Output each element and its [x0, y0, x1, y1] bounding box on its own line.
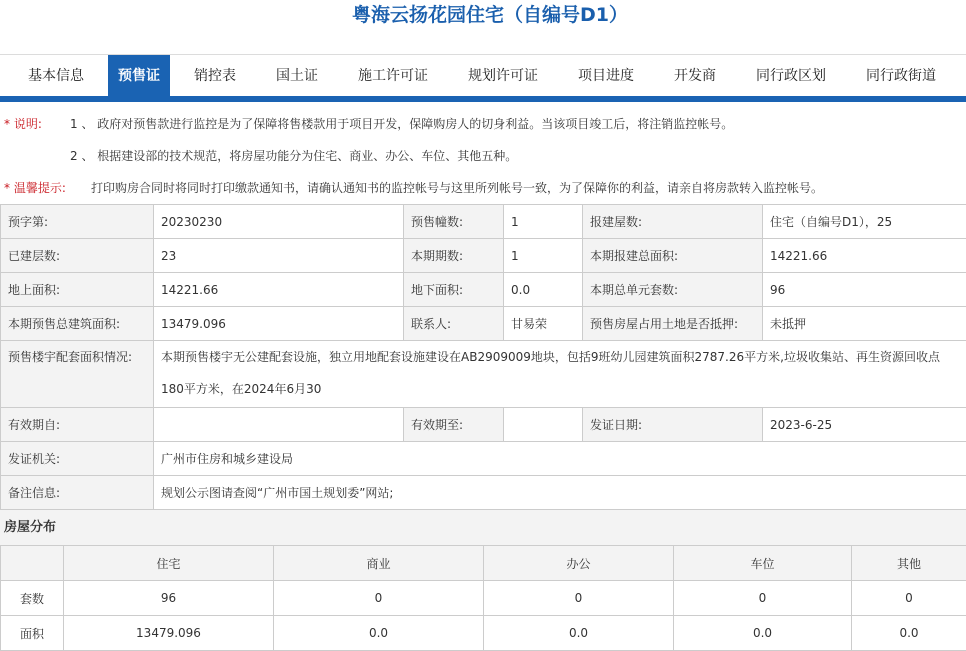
table-cell: 96 [64, 581, 274, 616]
facility-label: 预售楼宇配套面积情况: [1, 341, 154, 408]
required-star-icon: * [4, 181, 14, 195]
mortgage-label: 预售房屋占用土地是否抵押: [583, 307, 763, 341]
authority-value: 广州市住房和城乡建设局 [154, 442, 966, 476]
buildings-value: 1 [504, 205, 583, 239]
tab-construction-permit[interactable]: 施工许可证 [342, 55, 444, 97]
reported-floors-label: 报建屋数: [583, 205, 763, 239]
valid-to-value [504, 408, 583, 442]
column-header-other: 其他 [852, 546, 966, 581]
valid-to-label: 有效期至: [404, 408, 504, 442]
table-cell: 0 [484, 581, 674, 616]
presale-area-label: 本期预售总建筑面积: [1, 307, 154, 341]
table-row [1, 205, 966, 239]
tab-developer[interactable]: 开发商 [658, 55, 732, 97]
note-warm-tip: * 温馨提示: 打印购房合同时将同时打印缴款通知书，请确认通知书的监控帐号与这里所列帐号一致，为了保障你的利益，请亲自将房款转入监控帐号。 [4, 172, 823, 204]
table-cell: 13479.096 [64, 616, 274, 651]
phase-label: 本期期数: [404, 239, 504, 273]
phase-value: 1 [504, 239, 583, 273]
above-area-label: 地上面积: [1, 273, 154, 307]
tab-same-district[interactable]: 同行政区划 [740, 55, 842, 97]
table-row [1, 616, 966, 651]
units-label: 本期总单元套数: [583, 273, 763, 307]
tab-land-certificate[interactable]: 国土证 [260, 55, 334, 97]
remark-label: 备注信息: [1, 476, 154, 510]
valid-from-value [154, 408, 404, 442]
tab-project-progress[interactable]: 项目进度 [562, 55, 650, 97]
mortgage-value: 未抵押 [763, 307, 966, 341]
table-cell: 0 [674, 581, 852, 616]
total-area-value: 14221.66 [763, 239, 966, 273]
presale-area-value: 13479.096 [154, 307, 404, 341]
tab-planning-permit[interactable]: 规划许可证 [452, 55, 554, 97]
tab-presale-certificate[interactable]: 预售证 [108, 55, 170, 97]
total-area-label: 本期报建总面积: [583, 239, 763, 273]
units-value: 96 [763, 273, 966, 307]
presale-info-table [0, 204, 966, 510]
column-header [1, 546, 64, 581]
above-area-value: 14221.66 [154, 273, 404, 307]
distribution-title: 房屋分布 [0, 509, 966, 545]
table-row [1, 307, 966, 341]
page-title: 粤海云扬花园住宅（自编号D1） [0, 0, 966, 34]
column-header-parking: 车位 [674, 546, 852, 581]
table-cell: 0 [274, 581, 484, 616]
tab-bar [0, 54, 966, 97]
issue-date-value: 2023-6-25 [763, 408, 966, 442]
built-floors-label: 已建层数: [1, 239, 154, 273]
column-header-commercial: 商业 [274, 546, 484, 581]
table-cell: 0.0 [484, 616, 674, 651]
table-row [1, 273, 966, 307]
table-row [1, 581, 966, 616]
table-cell: 0 [852, 581, 966, 616]
contact-label: 联系人: [404, 307, 504, 341]
table-cell: 0.0 [852, 616, 966, 651]
remark-value: 规划公示图请查阅“广州市国土规划委”网站; [154, 476, 966, 510]
contact-value: 甘易荣 [504, 307, 583, 341]
table-row [1, 408, 966, 442]
row-label-area: 面积 [1, 616, 64, 651]
note-item-2: 2 、 根据建设部的技术规范，将房屋功能分为住宅、商业、办公、车位、其他五种。 [70, 140, 517, 172]
table-row [1, 476, 966, 510]
row-label-units: 套数 [1, 581, 64, 616]
table-row [1, 341, 966, 408]
authority-label: 发证机关: [1, 442, 154, 476]
issue-date-label: 发证日期: [583, 408, 763, 442]
below-area-label: 地下面积: [404, 273, 504, 307]
notes-section [0, 102, 966, 204]
table-header-row [1, 546, 966, 581]
required-star-icon: * [4, 117, 14, 131]
tab-basic-info[interactable]: 基本信息 [12, 55, 100, 97]
below-area-value: 0.0 [504, 273, 583, 307]
distribution-table [0, 545, 966, 651]
presale-no-value: 20230230 [154, 205, 404, 239]
facility-value: 本期预售楼宇无公建配套设施，独立用地配套设施建设在AB2909009地块，包括9班幼儿园建筑面积2787.26平方米,垃圾收集站、再生资源回收点180平方米，在2024年6月30 [154, 341, 966, 408]
note-item-1: * 说明: 1 、 政府对预售款进行监控是为了保障将售楼款用于项目开发，保障购房人的切身利益。当该项目竣工后，将注销监控帐号。 [4, 108, 733, 140]
column-header-residential: 住宅 [64, 546, 274, 581]
tab-sales-control[interactable]: 销控表 [178, 55, 252, 97]
table-cell: 0.0 [274, 616, 484, 651]
valid-from-label: 有效期自: [1, 408, 154, 442]
tab-same-street[interactable]: 同行政街道 [850, 55, 952, 97]
buildings-label: 预售幢数: [404, 205, 504, 239]
table-row [1, 442, 966, 476]
table-row [1, 239, 966, 273]
column-header-office: 办公 [484, 546, 674, 581]
built-floors-value: 23 [154, 239, 404, 273]
presale-no-label: 预字第: [1, 205, 154, 239]
table-cell: 0.0 [674, 616, 852, 651]
reported-floors-value: 住宅（自编号D1），25 [763, 205, 966, 239]
